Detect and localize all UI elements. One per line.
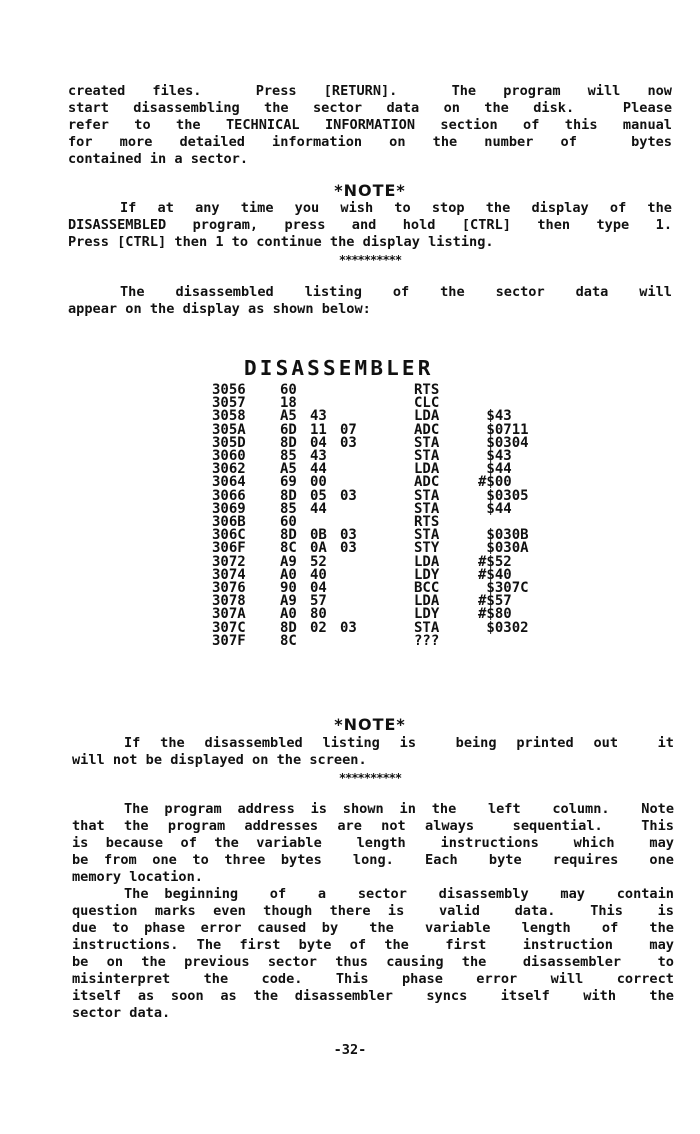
byte3-cell: 03 [340,434,357,451]
byte2-cell: 80 [310,606,327,623]
byte3-cell [340,569,414,582]
mnemonic-cell: ADC [414,421,440,438]
byte3-cell: 03 [340,619,357,636]
operand-cell: $44 [478,500,512,517]
disassembly-table [212,384,529,648]
address-cell: 306C [212,527,246,544]
byte2-cell: 04 [310,580,327,597]
byte2-cell: 00 [310,474,327,491]
text-line: memory location. [72,869,203,885]
byte1-cell: 60 [280,514,297,531]
byte2-cell: 44 [310,461,327,478]
address-cell: 3064 [212,474,246,491]
note-heading: *NOTE* [334,715,406,734]
operand-cell: $0304 [478,434,529,451]
text-line: instructions. The first byte of the first instruction may [72,937,674,953]
text-line: contained in a sector. [68,151,249,167]
byte2-cell: 43 [310,408,327,425]
byte2-cell: 0A [310,540,327,557]
text-line: If at any time you wish to stop the display of the [120,200,672,216]
operand-cell: $0302 [478,619,529,636]
mnemonic-cell: LDA [414,553,440,570]
mnemonic-cell: LDA [414,593,440,610]
byte3-cell [340,503,414,516]
address-cell: 3072 [212,553,246,570]
operand-cell: #$57 [478,593,512,610]
address-cell: 3056 [212,382,246,398]
address-cell: 3060 [212,448,246,465]
address-cell: 305D [212,434,246,451]
paragraph-listing-intro [68,284,672,318]
mnemonic-cell: ??? [414,632,440,649]
operand-cell [478,635,529,648]
paragraph-program-address [72,801,674,886]
byte1-cell: A0 [280,566,297,583]
text-line: will not be displayed on the screen. [72,752,367,768]
text-line: start disassembling the sector data on the disk. Please [68,100,672,116]
text-line: The disassembled listing of the sector data will [120,284,672,300]
address-cell: 307C [212,619,246,636]
operand-cell: $43 [478,448,512,465]
address-cell: 307F [212,632,246,649]
byte1-cell: 8D [280,619,297,636]
mnemonic-cell: LDY [414,606,440,623]
byte2-cell: 43 [310,448,327,465]
operand-cell: #$80 [478,606,512,623]
byte1-cell: A9 [280,553,297,570]
byte3-cell: 03 [340,527,357,544]
byte3-cell: 03 [340,487,357,504]
byte3-cell [340,450,414,463]
byte1-cell: 8D [280,527,297,544]
byte3-cell [340,397,414,410]
mnemonic-cell: STA [414,448,440,465]
paragraph-created-files [68,83,672,168]
address-cell: 3057 [212,395,246,412]
byte1-cell: 8D [280,434,297,451]
operand-cell: $0305 [478,487,529,504]
address-cell: 3066 [212,487,246,504]
address-cell: 3058 [212,408,246,425]
text-line: misinterpret the code. This phase error will correct [72,971,674,987]
mnemonic-cell: CLC [414,395,440,412]
byte1-cell: 8C [280,632,297,649]
note-body [68,200,672,251]
byte1-cell: A9 [280,593,297,610]
mnemonic-cell: STA [414,500,440,517]
byte1-cell: A5 [280,461,297,478]
disassembly-row [212,622,529,635]
text-line: The beginning of a sector disassembly may contain [124,886,674,902]
address-cell: 307A [212,606,246,623]
byte2-cell [310,384,340,397]
byte1-cell: 8C [280,540,297,557]
address-cell: 3076 [212,580,246,597]
byte3-cell [340,582,414,595]
text-line: for more detailed information on the number of bytes [68,134,672,150]
address-cell: 305A [212,421,246,438]
text-line: appear on the display as shown below: [68,301,371,317]
byte3-cell: 07 [340,421,357,438]
byte3-cell [340,463,414,476]
note-body [72,735,674,769]
byte1-cell: 6D [280,421,297,438]
byte2-cell: 44 [310,500,327,517]
text-line: be on the previous sector thus causing the disassembler to [72,954,674,970]
operand-cell: $030A [478,540,529,557]
operand-cell: $0711 [478,421,529,438]
operand-cell: $030B [478,527,529,544]
address-cell: 3074 [212,566,246,583]
byte3-cell [340,384,414,397]
operand-cell: #$00 [478,474,512,491]
mnemonic-cell: STA [414,619,440,636]
operand-cell: #$40 [478,566,512,583]
disassembler-title: DISASSEMBLER [244,356,434,380]
byte1-cell: 69 [280,474,297,491]
paragraph-phase-error [72,886,674,1022]
text-line: Press [CTRL] then 1 to continue the display listing. [68,234,494,250]
byte1-cell: 85 [280,500,297,517]
byte1-cell: 90 [280,580,297,597]
mnemonic-cell: LDA [414,408,440,425]
byte1-cell: 18 [280,395,297,412]
text-line: sector data. [72,1005,171,1021]
operand-cell: $307C [478,580,529,597]
text-line: created files. Press [RETURN]. The program will now [68,83,672,99]
byte2-cell: 02 [310,619,327,636]
note-stars: ********** [338,253,402,267]
operand-cell: #$52 [478,553,512,570]
text-line: If the disassembled listing is being printed out it [124,735,674,751]
text-line: itself as soon as the disassembler syncs itself with the [72,988,674,1004]
byte3-cell [340,595,414,608]
byte3-cell: 03 [340,540,357,557]
mnemonic-cell: STY [414,540,440,557]
byte2-cell: 11 [310,421,327,438]
byte1-cell: A5 [280,408,297,425]
mnemonic-cell: ADC [414,474,440,491]
byte2-cell: 0B [310,527,327,544]
text-line: due to phase error caused by the variable length of the [72,920,674,936]
byte3-cell [340,635,414,648]
address-cell: 3062 [212,461,246,478]
operand-cell: $44 [478,461,512,478]
byte1-cell: A0 [280,606,297,623]
text-line: is because of the variable length instructions which may [72,835,674,851]
text-line: question marks even though there is valid data. This is [72,903,674,919]
text-line: The program address is shown in the left column. Note [124,801,674,817]
mnemonic-cell: LDA [414,461,440,478]
byte1-cell: 85 [280,448,297,465]
text-line: that the program addresses are not always sequential. This [72,818,674,834]
note-heading: *NOTE* [334,181,406,200]
text-line: refer to the TECHNICAL INFORMATION section of this manual [68,117,672,133]
address-cell: 3069 [212,500,246,517]
disassembly-row [212,503,529,516]
text-line: DISASSEMBLED program, press and hold [CTRL] then type 1. [68,217,672,233]
address-cell: 306F [212,540,246,557]
mnemonic-cell: LDY [414,566,440,583]
operand-cell: $43 [478,408,512,425]
byte2-cell: 40 [310,566,327,583]
operand-cell [478,384,529,397]
byte1-cell: 60 [280,382,297,398]
page-number: -32- [333,1042,367,1058]
byte3-cell [340,556,414,569]
disassembly-row [212,384,529,397]
mnemonic-cell: STA [414,434,440,451]
byte2-cell: 04 [310,434,327,451]
text-line: be from one to three bytes long. Each byte requires one [72,852,674,868]
mnemonic-cell: STA [414,487,440,504]
byte2-cell: 57 [310,593,327,610]
byte2-cell [310,635,340,648]
disassembly-row [212,635,529,648]
mnemonic-cell: BCC [414,580,440,597]
address-cell: 3078 [212,593,246,610]
byte1-cell: 8D [280,487,297,504]
mnemonic-cell: RTS [414,514,440,531]
address-cell: 306B [212,514,246,531]
byte2-cell: 52 [310,553,327,570]
note-stars: ********** [338,771,402,785]
mnemonic-cell: STA [414,527,440,544]
byte2-cell: 05 [310,487,327,504]
mnemonic-cell: RTS [414,382,440,398]
